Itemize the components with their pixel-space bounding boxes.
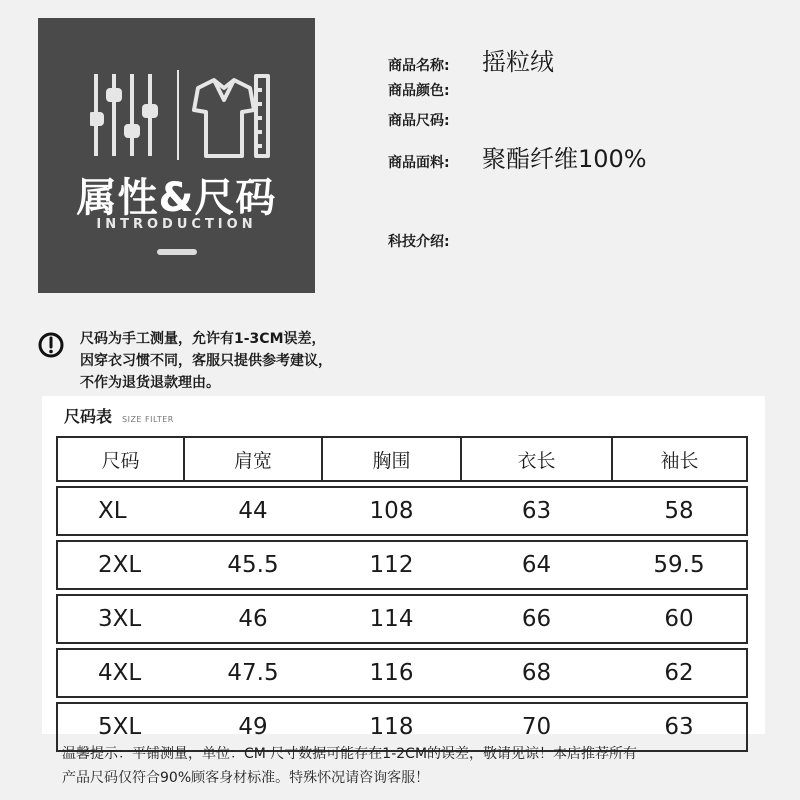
cell-shoulder: 46 (184, 595, 322, 643)
footer-tip (62, 742, 762, 790)
cell-shoulder: 47.5 (184, 649, 322, 697)
cell-chest: 114 (322, 595, 461, 643)
notice-line: 尺码为手工测量，允许有1-3CM误差， (80, 331, 326, 347)
cell-size: XL (57, 487, 184, 535)
notice-text (80, 328, 332, 394)
column-header-size: 尺码 (57, 437, 184, 481)
attr-label: 科技介绍: (388, 234, 450, 250)
cell-chest: 118 (322, 703, 461, 751)
hero-title: 属性&尺码 (76, 175, 277, 221)
hero-icon-group (90, 70, 270, 160)
attr-label: 商品颜色: (388, 83, 450, 99)
cell-shoulder: 44 (184, 487, 322, 535)
cell-chest: 112 (322, 541, 461, 589)
size-chart-panel (42, 396, 765, 740)
cell-sleeve: 63 (612, 703, 747, 751)
cell-length: 68 (461, 649, 612, 697)
cell-sleeve: 62 (612, 649, 747, 697)
table-row (57, 487, 747, 535)
tshirt-ruler-icon (194, 76, 268, 156)
hero-subtitle: INTRODUCTION (96, 217, 257, 232)
attr-row-size (388, 110, 482, 130)
exclamation-circle-icon (38, 332, 64, 358)
cell-shoulder: 49 (184, 703, 322, 751)
notice-line: 不作为退货退款理由。 (80, 375, 220, 391)
table-header-row (57, 437, 747, 481)
footer-line: 产品尺码仅符合90%顾客身材标准。特殊怀况请咨询客服！ (62, 770, 430, 786)
size-chart-subtitle: SIZE FILTER (122, 415, 174, 424)
cell-sleeve: 58 (612, 487, 747, 535)
cell-chest: 108 (322, 487, 461, 535)
cell-size: 5XL (57, 703, 184, 751)
cell-size: 2XL (57, 541, 184, 589)
column-header-chest: 胸围 (322, 437, 461, 481)
attr-row-tech (388, 231, 482, 251)
footer-line: 温馨提示：平铺测量，单位：CM 尺寸数据可能存在1-2CM的误差，敬请见谅！本店推荐所有 (62, 746, 638, 762)
table-row (57, 649, 747, 697)
cell-shoulder: 45.5 (184, 541, 322, 589)
size-chart-title: 尺码表 (64, 407, 113, 426)
cell-sleeve: 60 (612, 595, 747, 643)
cell-size: 3XL (57, 595, 184, 643)
column-header-shoulder: 肩宽 (184, 437, 322, 481)
attr-label: 商品面料: (388, 155, 450, 171)
attr-value: 聚酯纤维100% (482, 145, 647, 173)
table-row (57, 541, 747, 589)
cell-sleeve: 59.5 (612, 541, 747, 589)
attr-label: 商品尺码: (388, 113, 450, 129)
column-header-sleeve: 袖长 (612, 437, 747, 481)
column-header-length: 衣长 (461, 437, 612, 481)
attr-row-color (388, 80, 482, 100)
cell-length: 64 (461, 541, 612, 589)
cell-length: 63 (461, 487, 612, 535)
size-chart-header (64, 404, 174, 427)
hero-divider (157, 249, 197, 255)
attr-row-name (388, 42, 554, 77)
table-row (57, 595, 747, 643)
attr-value: 摇粒绒 (482, 48, 554, 76)
hero-card (38, 18, 315, 293)
cell-length: 70 (461, 703, 612, 751)
attr-row-fabric (388, 139, 647, 174)
notice-line: 因穿衣习惯不同，客服只提供参考建议， (80, 353, 332, 369)
product-attributes (388, 0, 788, 300)
cell-size: 4XL (57, 649, 184, 697)
equalizer-sliders-icon (90, 74, 156, 156)
cell-length: 66 (461, 595, 612, 643)
attr-label: 商品名称: (388, 58, 450, 74)
size-table (56, 436, 748, 752)
cell-chest: 116 (322, 649, 461, 697)
